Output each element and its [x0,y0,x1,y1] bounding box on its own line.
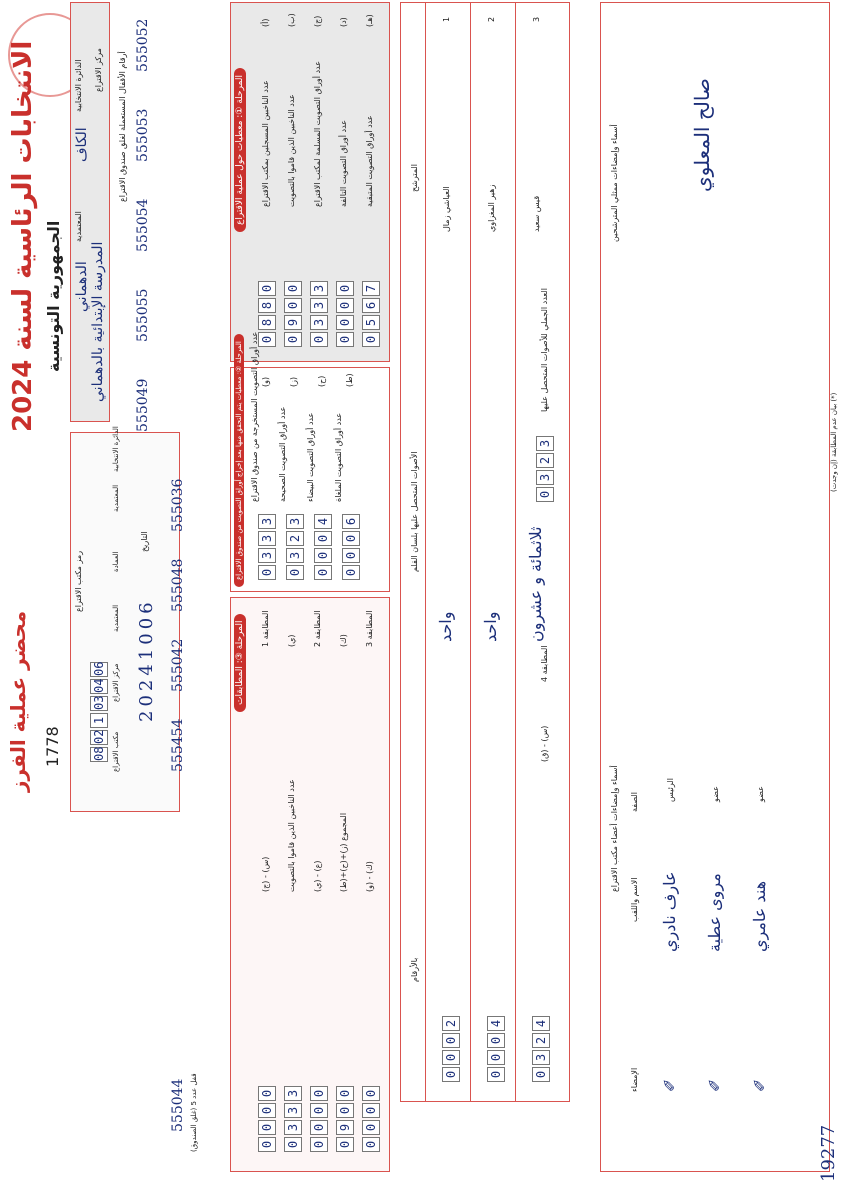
code-digit: 08 [92,746,106,761]
seal-stage1-4: 555055 [135,288,151,342]
candidate-votes-digits [442,1016,460,1082]
center-label: مركز الاقتراع [94,48,103,92]
stage2-row-label: عدد أوراق التصويت المستخرجة من صندوق الاقتراع [250,331,259,502]
digit-cell: 0 [258,1137,276,1152]
header-votes-words: الأصوات المتحصل عليها بلسان القلم [410,451,419,572]
table-divider [470,2,471,1102]
digit-cell: 5 [362,315,380,330]
digit-cell: 0 [442,1067,460,1082]
candidate-number: 1 [442,16,451,22]
digit-cell: 6 [342,514,360,529]
digit-cell: 0 [310,1120,328,1135]
digit-cell: 0 [487,1050,505,1065]
candidate-name: زهير المغزاوي [487,184,496,232]
digit-cell: 0 [286,565,304,580]
main-title: الانتخابات الرئاسية لسنة 2024 [8,40,38,432]
digit-cell: 9 [336,1120,354,1135]
reps-label: أسماء وإمضاءات ممثلي المترشحين [610,124,619,242]
candidate-number: 2 [487,16,496,22]
digit-cell: 0 [442,1050,460,1065]
stage3-row-value [310,1086,328,1152]
stage3-row-label: عدد الناخبين الذين قاموا بالتصويت [287,779,296,892]
signature-name: مروى عطية [705,873,724,952]
digit-cell: 0 [536,487,554,502]
digit-cell: 0 [310,332,328,347]
candidate-votes-digits [532,1016,550,1082]
digit-cell: 2 [442,1016,460,1031]
codes-box [70,432,180,812]
stage1-row-value [310,281,328,347]
digit-cell: 0 [314,548,332,563]
center-value: المدرسة الإبتدائية بالدهماني [90,241,106,402]
digit-cell: 0 [310,1103,328,1118]
stage2-row-code: (ز) [289,376,298,387]
date-label: التاريخ [140,531,149,552]
stage1-row-value [336,281,354,347]
digit-cell: 3 [310,315,328,330]
digit-cell: 0 [532,1067,550,1082]
seal-stage2-2: 555048 [170,558,186,612]
col-name: الاسم واللقب [630,877,639,922]
candidate-votes-digits [487,1016,505,1082]
rep-name: صالح المعلوي [690,78,714,192]
stage2-row-value [342,514,360,580]
digit-cell: 3 [286,514,304,529]
col-role: الصفة [630,792,639,812]
digit-cell: 3 [258,514,276,529]
digit-cell: 3 [310,281,328,296]
total-value [536,436,554,502]
stage2-row-value [258,514,276,580]
code-label: المعتمدية [112,604,120,632]
stage1-row-label: عدد الناخبين الذين قاموا بالتصويت [287,94,296,207]
digit-cell: 8 [258,298,276,313]
total-label: العدد الجملي للأصوات المتحصل عليها [540,288,549,412]
digit-cell: 0 [342,565,360,580]
digit-cell: 0 [336,1103,354,1118]
digit-cell: 3 [284,1103,302,1118]
digit-cell: 0 [258,1120,276,1135]
digit-cell: 0 [258,1086,276,1101]
stage1-row-label: عدد أوراق التصويت المتبقية [365,115,374,207]
digit-cell: 0 [284,332,302,347]
digit-cell: 3 [286,548,304,563]
digit-cell: 0 [284,298,302,313]
header-candidate: المترشح [410,164,419,192]
digit-cell: 3 [284,1086,302,1101]
digit-cell: 3 [258,548,276,563]
code-digit: 06 [92,661,106,676]
stage2-row-label: عدد أوراق التصويت الصحيحة [278,406,287,502]
stage3-row-value [336,1086,354,1152]
candidate-name: العياشي زمال [442,186,451,232]
stage1-row-value [258,281,276,347]
digit-cell: 3 [258,531,276,546]
signature-name: هند عامري [750,880,769,952]
stage3-row-value [284,1086,302,1152]
table-divider [515,2,516,1102]
digit-cell: 0 [487,1033,505,1048]
seal-stage2-3: 555042 [170,638,186,692]
code-digit: 02 [92,729,106,744]
code-label: المعتمدية [112,484,120,512]
digit-cell: 0 [284,1137,302,1152]
match4-label: المطابقة 4 [540,645,549,682]
seal-stage2-1: 555036 [170,478,186,532]
digit-cell: 2 [286,531,304,546]
candidate-votes-words: واحد [436,611,455,642]
footer-note: (*) بيان عدم المطابقة (إن وجدت) [830,392,838,492]
seal-stage1-1: 555052 [135,18,151,72]
stage2-row-label: عدد أوراق التصويت الملغاة [334,412,343,502]
digit-cell: 0 [310,1137,328,1152]
digit-cell: 0 [258,332,276,347]
digit-cell: 0 [336,315,354,330]
stage1-row-code: (ب) [287,13,296,27]
stage2-row-value [286,514,304,580]
table-divider [425,2,426,1102]
date-value: 20241006 [136,598,157,722]
digit-cell: 7 [362,281,380,296]
signature-mark: ✐ [705,1078,724,1092]
candidate-votes-words: ثلاثمائة و عشرون [526,526,545,642]
digit-cell: 3 [532,1050,550,1065]
code-label: مركز الاقتراع [112,663,120,702]
stage3-row-code: المطابقة 3 [365,610,374,647]
digit-cell: 0 [362,1086,380,1101]
digit-cell: 3 [284,1120,302,1135]
digit-cell: 3 [536,436,554,451]
digit-cell: 0 [284,281,302,296]
stage3-row-label: (ع) - (ي) [313,860,322,892]
stage1-row-label: عدد أوراق التصويت التالفة [339,119,348,207]
header-votes-digits: بالأرقام [410,957,419,982]
stage2-row-value [314,514,332,580]
digit-cell: 3 [536,470,554,485]
stage2-badge: المرحلة ②: معطيات يتم التحقق منها بعد إخراج أوراق التصويت من صندوق الاقتراع [234,334,244,587]
form-title: محضر عملية الفرز [6,610,30,792]
stage2-row-code: (ط) [345,373,354,387]
seal-stage1-2: 555053 [135,108,151,162]
delegation-label: المعتمدية [74,211,83,242]
stage3-row-code: (ي) [287,634,296,647]
stage2-row-label: عدد أوراق التصويت البيضاء [306,412,315,502]
digit-cell: 0 [362,332,380,347]
stage1-row-code: (هـ) [365,14,374,27]
seal-stage2-extra: 555049 [135,378,151,432]
stage3-row-code: المطابقة 2 [313,610,322,647]
stage2-row-code: (و) [261,376,270,387]
circonscription-label: الدائرة الانتخابية [74,59,83,112]
digit-cell: 0 [336,1086,354,1101]
digit-cell: 0 [336,298,354,313]
delegation-value: الدهماني [74,261,90,312]
digit-cell: 0 [310,1086,328,1101]
digit-cell: 2 [536,453,554,468]
stage1-row-label: عدد الناخبين المسجلين بمكتب الاقتراع [261,80,270,207]
digit-cell: 0 [314,565,332,580]
digit-cell: 4 [532,1016,550,1031]
stage1-row-code: (ج) [313,15,322,27]
codes-label: رمز مكتب الاقتراع [74,550,83,612]
digit-cell: 6 [362,298,380,313]
code-label: مكتب الاقتراع [112,731,120,772]
digit-cell: 9 [284,315,302,330]
stage1-row-value [284,281,302,347]
stage2-row-code: (ح) [317,375,326,387]
signature-mark: ✐ [750,1078,769,1092]
seal-stage2-4: 555454 [170,718,186,772]
signature-role: عضو [711,786,720,802]
digit-cell: 2 [532,1033,550,1048]
signatures-panel [600,2,830,1172]
digit-cell: 0 [336,1137,354,1152]
candidate-votes-words: واحد [481,611,500,642]
digit-cell: 4 [314,514,332,529]
seal-stage3: 555044 [170,1078,186,1132]
stage3-badge: المرحلة ③: المطابقات [234,614,246,712]
stage3-row-label: المجموع (ز)+(ح)+(ط) [339,812,348,892]
signature-name: عارف نادري [660,871,679,952]
circonscription-value: الكاف [74,127,90,162]
code-cells [90,662,108,762]
stage3-row-code: المطابقة 1 [261,610,270,647]
digit-cell: 0 [362,1120,380,1135]
digit-cell: 3 [310,298,328,313]
candidate-number: 3 [532,16,541,22]
digit-cell: 0 [258,281,276,296]
seal-stage3-label: قفل عدد 5 (غلق الصندوق) [190,1073,198,1152]
code-label: الدائرة الانتخابية [112,426,120,472]
republic-title: الجمهورية التونسية [44,220,63,372]
digit-cell: 0 [336,281,354,296]
code-digit: 03 [92,695,106,710]
signature-role: الرئيس [666,778,675,802]
locks-label: أرقام الأقفال المستعملة لغلق صندوق الاقتراع [118,51,127,202]
stage3-row-label: (ك) - (و) [365,861,374,892]
digit-cell: 0 [362,1137,380,1152]
footer-number: 19277 [818,1124,839,1182]
signatures-label: أسماء وإمضاءات أعضاء مكتب الاقتراع [610,765,619,892]
stage1-badge: المرحلة ①: معطيات حول عملية الاقتراع [234,68,246,232]
stage1-row-label: عدد أوراق التصويت المسلمة لمكتب الاقتراع [313,60,322,207]
code-digit: 04 [92,678,106,693]
match4-formula: (س) - (ق) [540,725,549,762]
stage3-row-code: (ك) [339,634,348,647]
signature-mark: ✐ [660,1078,679,1092]
stage1-row-value [362,281,380,347]
stage3-row-label: (س) - (ج) [261,856,270,892]
digit-cell: 8 [258,315,276,330]
stage3-row-value [258,1086,276,1152]
doc-number: 1778 [43,726,62,767]
stage1-row-code: (أ) [261,18,270,27]
digit-cell: 0 [362,1103,380,1118]
digit-cell: 0 [342,548,360,563]
seal-stage1-3: 555054 [135,198,151,252]
stage1-row-code: (د) [339,17,348,27]
digit-cell: 4 [487,1016,505,1031]
code-digit: 1 [90,713,108,728]
digit-cell: 0 [342,531,360,546]
digit-cell: 0 [258,1103,276,1118]
digit-cell: 0 [442,1033,460,1048]
digit-cell: 0 [314,531,332,546]
stage3-row-value [362,1086,380,1152]
col-signature: الإمضاء [630,1067,639,1092]
candidate-name: قيس سعيد [532,195,541,232]
digit-cell: 0 [336,332,354,347]
digit-cell: 0 [258,565,276,580]
code-label: العمادة [112,551,120,572]
digit-cell: 0 [487,1067,505,1082]
signature-role: عضو [756,786,765,802]
